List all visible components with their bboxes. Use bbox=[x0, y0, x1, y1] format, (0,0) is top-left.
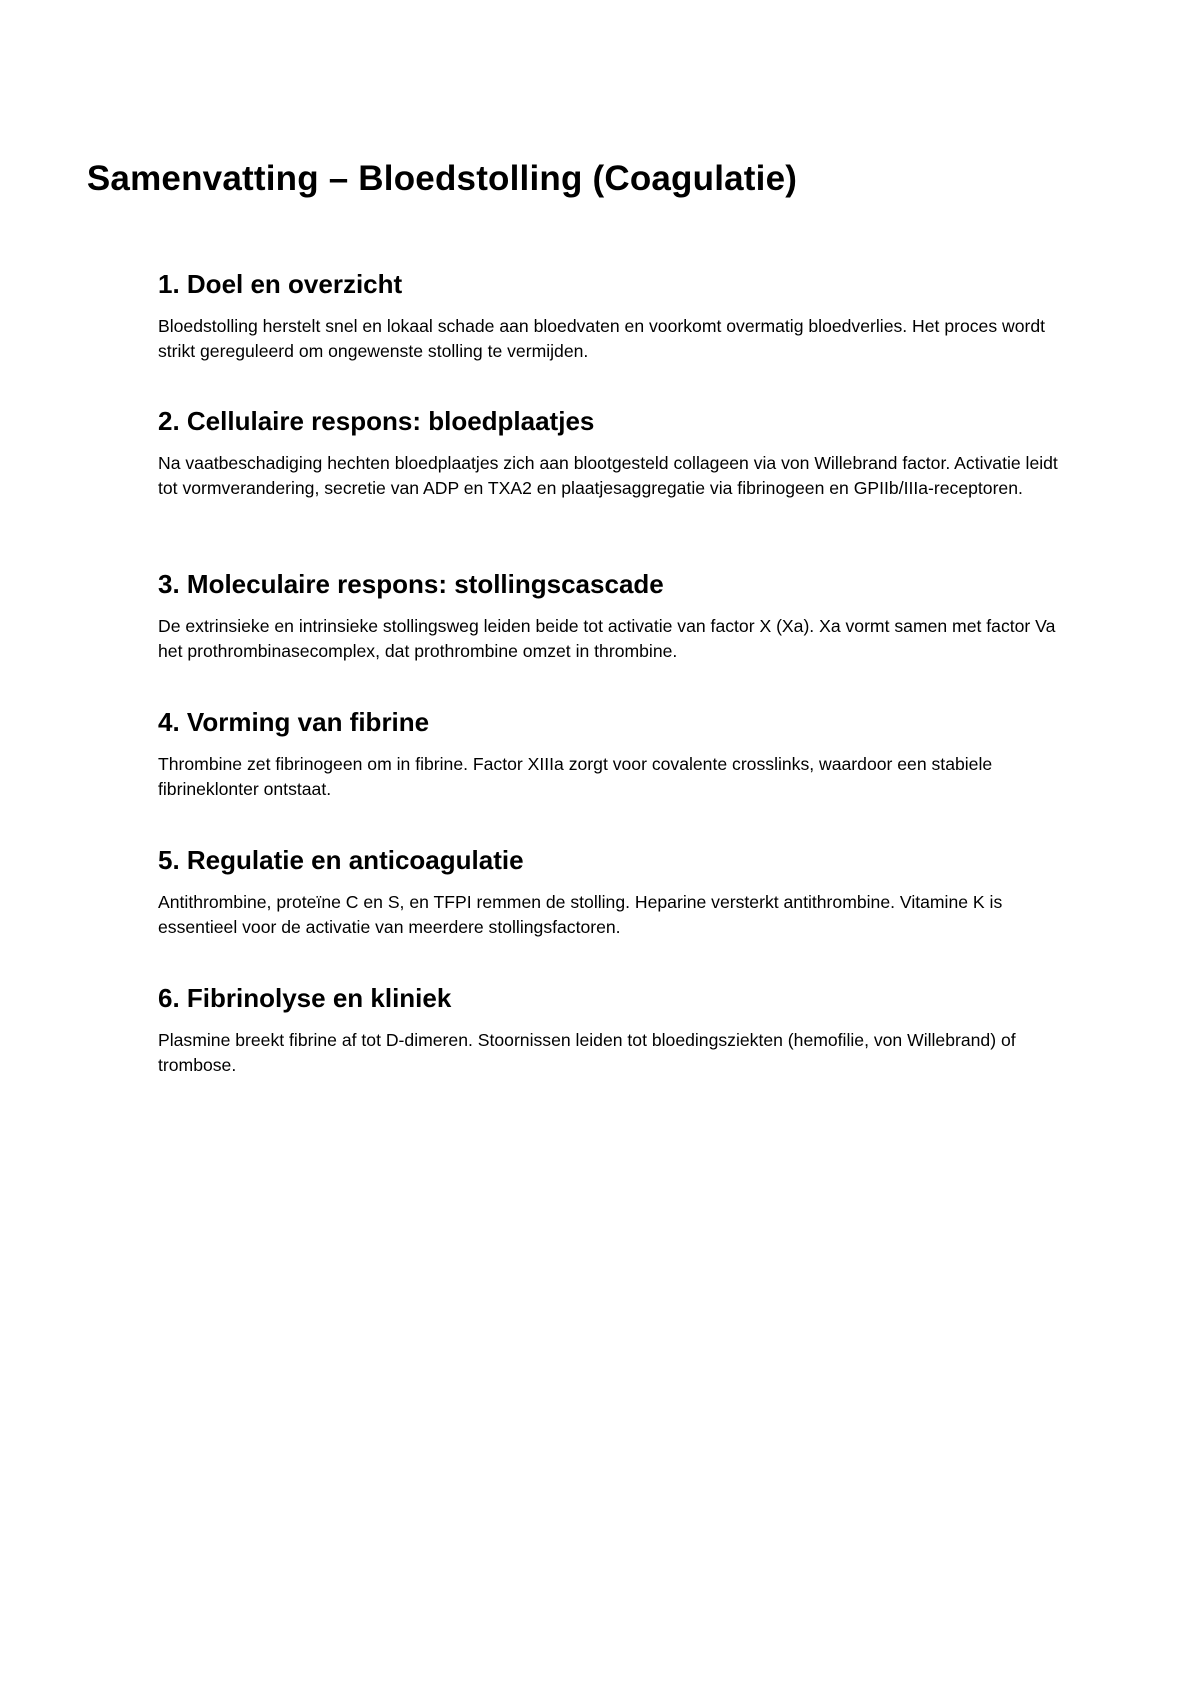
section-heading: 6. Fibrinolyse en kliniek bbox=[158, 983, 452, 1013]
section-body: Thrombine zet fibrinogeen om in fibrine. Factor XIIIa zorgt voor covalente crosslinks, waardoor een stabiele fibrineklonter ontstaat. bbox=[158, 754, 993, 799]
section-heading: 1. Doel en overzicht bbox=[158, 269, 403, 299]
section-body: Na vaatbeschadiging hechten bloedplaatjes zich aan blootgesteld collageen via von Willebrand factor. Activatie leidt tot vormverandering, secretie van ADP en TXA2 en plaatjesaggregatie via fibrinogeen en GPIIb/IIIa-receptoren. bbox=[158, 453, 1058, 498]
section-heading: 2. Cellulaire respons: bloedplaatjes bbox=[158, 406, 595, 436]
section-cellulaire-respons bbox=[158, 405, 1058, 501]
section-vorming-van-fibrine bbox=[158, 706, 1058, 802]
section-heading: 3. Moleculaire respons: stollingscascade bbox=[158, 569, 664, 599]
section-fibrinolyse-en-kliniek bbox=[158, 982, 1058, 1078]
section-body: Plasmine breekt fibrine af tot D-dimeren. Stoornissen leiden tot bloedingsziekten (hemofilie, von Willebrand) of trombose. bbox=[158, 1030, 1016, 1075]
section-moleculaire-respons bbox=[158, 568, 1058, 664]
section-body: De extrinsieke en intrinsieke stollingsweg leiden beide tot activatie van factor X (Xa). Xa vormt samen met factor Va het prothrombinasecomplex, dat prothrombine omzet in thrombine. bbox=[158, 616, 1056, 661]
section-regulatie-en-anticoagulatie bbox=[158, 844, 1058, 940]
section-heading: 5. Regulatie en anticoagulatie bbox=[158, 845, 524, 875]
document-title: Samenvatting – Bloedstolling (Coagulatie) bbox=[86, 159, 798, 198]
section-body: Antithrombine, proteïne C en S, en TFPI remmen de stolling. Heparine versterkt antithrombine. Vitamine K is essentieel voor de activatie van meerdere stollingsfactoren. bbox=[158, 892, 1003, 937]
section-body: Bloedstolling herstelt snel en lokaal schade aan bloedvaten en voorkomt overmatig bloedverlies. Het proces wordt strikt gereguleerd om ongewenste stolling te vermijden. bbox=[158, 316, 1046, 361]
section-doel-en-overzicht bbox=[158, 268, 1058, 364]
section-heading: 4. Vorming van fibrine bbox=[158, 707, 430, 737]
